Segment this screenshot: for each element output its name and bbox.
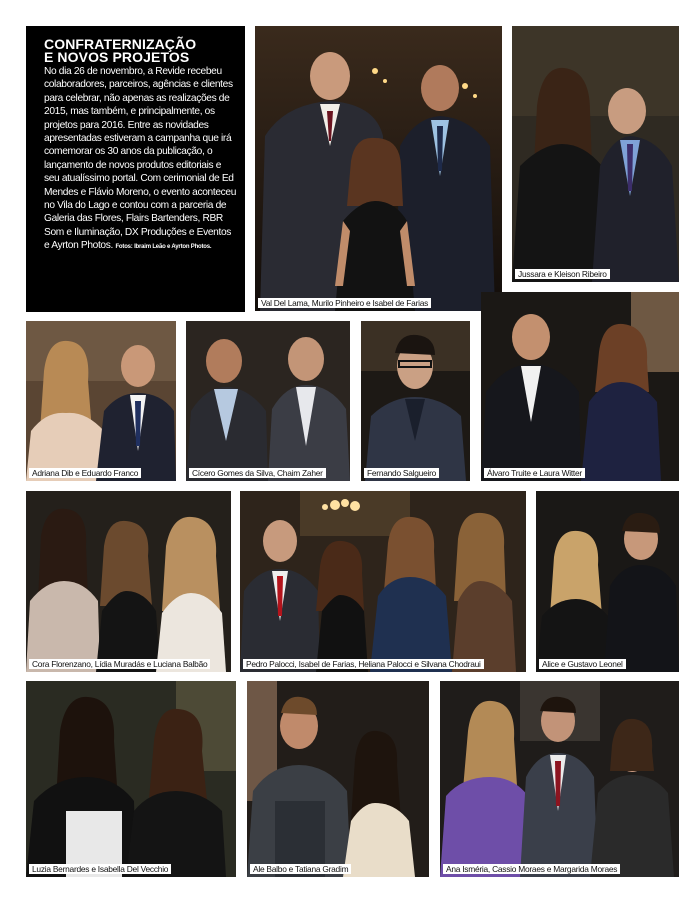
- photo-2-caption: Jussara e Kleison Ribeiro: [515, 269, 610, 279]
- title-line-1: CONFRATERNIZAÇÃO: [44, 36, 197, 52]
- photo-9-image: [536, 491, 679, 672]
- photo-1-image: [255, 26, 502, 311]
- photo-8-caption: Pedro Palocci, Isabel de Farias, Heliana Palocci e Silvana Chodraui: [243, 659, 484, 669]
- photo-9-caption: Alice e Gustavo Leonel: [539, 659, 626, 669]
- photo-3-image: [26, 321, 176, 481]
- photo-2: [512, 26, 679, 282]
- photo-11-image: [247, 681, 429, 877]
- photo-4-caption: Cícero Gomes da Silva, Chaim Zaher: [189, 468, 326, 478]
- photo-10-caption: Luzia Bernardes e Isabella Del Vecchio: [29, 864, 171, 874]
- photo-4: [186, 321, 350, 481]
- photo-12-image: [440, 681, 679, 877]
- photo-7: [26, 491, 231, 672]
- photo-10-image: [26, 681, 236, 877]
- photo-11: [247, 681, 429, 877]
- photo-1: [255, 26, 502, 311]
- photo-12: [440, 681, 679, 877]
- photo-7-caption: Cora Florenzano, Lídia Muradás e Luciana Balbão: [29, 659, 210, 669]
- photo-12-caption: Ana Isméria, Cassio Moraes e Margarida Moraes: [443, 864, 620, 874]
- photo-2-image: [512, 26, 679, 282]
- photo-4-image: [186, 321, 350, 481]
- photo-6-caption: Álvaro Truite e Laura Witter: [484, 468, 585, 478]
- photo-3-caption: Adriana Dib e Eduardo Franco: [29, 468, 141, 478]
- body-text: No dia 26 de novembro, a Revide recebeu colaboradores, parceiros, agências e clientes para celebrar, não apenas as realizações de 2015, mas também, e principalmente, os projetos para 2016. Entre as novidades apresentadas estiveram a campanha que irá comemorar os 30 anos da publicação, o lançamento de novos produtos editoriais e seu atualíssimo portal. Com cerimonial de Ed Mendes e Flávio Moreno, o evento aconteceu no Vila do Lago e contou com a parceria de Galeria das Flores, Flairs Bartenders, RBR Som e Iluminação, DX Produções e Eventos e Ayrton Photos.: [44, 66, 237, 252]
- article-body: [44, 65, 237, 255]
- photo-8-image: [240, 491, 526, 672]
- photo-5-caption: Fernando Salgueiro: [364, 468, 439, 478]
- photo-7-image: [26, 491, 231, 672]
- photo-5-image: [361, 321, 470, 481]
- photo-3: [26, 321, 176, 481]
- photo-6-image: [481, 292, 679, 481]
- photo-9: [536, 491, 679, 672]
- photo-8: [240, 491, 526, 672]
- title-line-2: E NOVOS PROJETOS: [44, 49, 190, 65]
- photo-1-caption: Val Del Lama, Murilo Pinheiro e Isabel de Farias: [258, 298, 431, 308]
- photo-6: [481, 292, 679, 481]
- photo-10: [26, 681, 236, 877]
- intro-box: [26, 26, 245, 312]
- photo-credits: Fotos: Ibraim Leão e Ayrton Photos.: [115, 244, 212, 251]
- photo-11-caption: Ale Balbo e Tatiana Gradim: [250, 864, 351, 874]
- article-title: [44, 38, 237, 64]
- photo-5: [361, 321, 470, 481]
